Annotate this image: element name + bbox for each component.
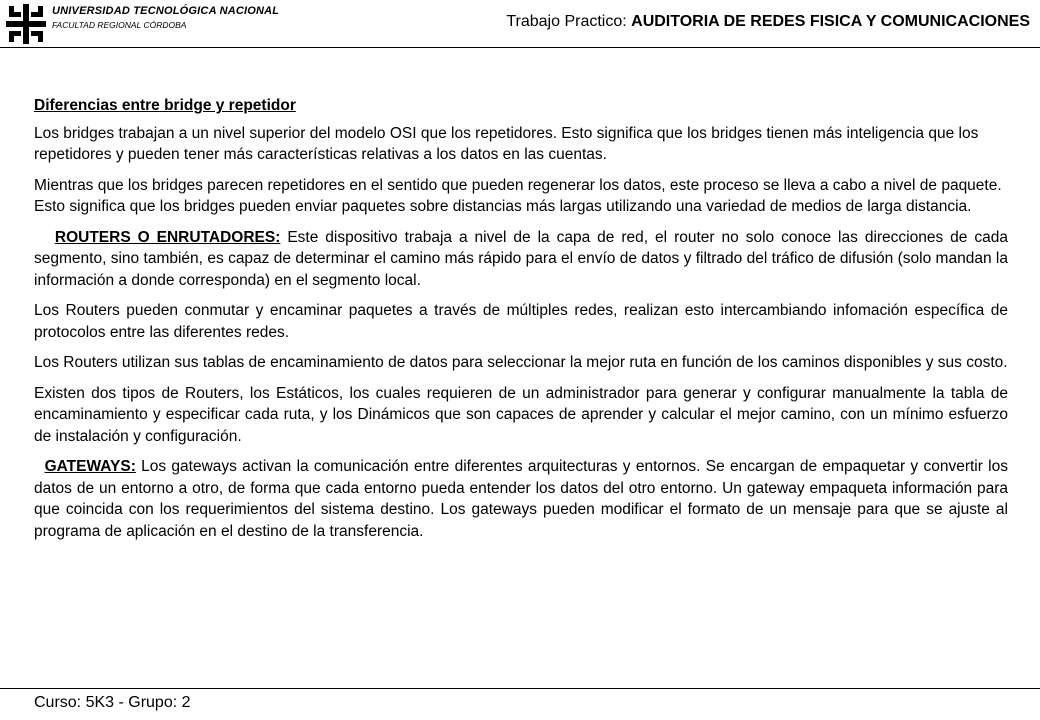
title-main: AUDITORIA DE REDES FISICA Y COMUNICACIONES: [631, 13, 1030, 30]
paragraph-router-types: Existen dos tipos de Routers, los Estáticos, los cuales requieren de un administrador para generar y configurar manualmente la tabla de encaminamiento y especificar cada ruta, y los Dinámicos que son capaces de aprender y calcular el mejor camino, con un mínimo esfuerzo de instalación y configuración.: [34, 384, 1008, 445]
paragraph-gateways: [34, 456, 1008, 542]
university-name: UNIVERSIDAD TECNOLÓGICA NACIONAL: [52, 5, 280, 17]
paragraph-routers: [34, 227, 1008, 292]
title-prefix: Trabajo Practico:: [506, 13, 632, 30]
gateways-text: Los gateways activan la comunicación entre diferentes arquitecturas y entornos. Se encargan de empaquetar y convertir los datos de un entorno a otro, de forma que cada entorno pueda entender los datos del otro entorno. Un gateway empaqueta información para que coincida con los requerimientos del sistema destino. Los gateways pueden modificar el formato de un mensaje para que se ajuste al programa de aplicación en el destino de la transferencia.: [34, 458, 1008, 540]
document-body: [34, 95, 1008, 551]
utn-logo-icon: [6, 4, 46, 44]
page-title: [506, 13, 1030, 31]
gateways-label: GATEWAYS:: [44, 458, 136, 475]
section-heading: Diferencias entre bridge y repetidor: [34, 97, 296, 114]
routers-text: Este dispositivo trabaja a nivel de la capa de red, el router no solo conoce las direcciones de cada segmento, sino también, es capaz de determinar el camino más rápido para el envío de datos y filtrado del tráfico de difusión (solo mandan la información a donde corresponda) en el segmento local.: [34, 228, 1008, 289]
paragraph-routers-tables: Los Routers utilizan sus tablas de encaminamiento de datos para seleccionar la mejor ruta en función de los caminos disponibles y sus costo.: [34, 354, 1008, 371]
faculty-name: FACULTAD REGIONAL CÓRDOBA: [52, 20, 187, 30]
header-divider: [0, 47, 1040, 48]
footer-divider: [0, 688, 1040, 689]
paragraph-bridges-repeaters: Mientras que los bridges parecen repetidores en el sentido que pueden regenerar los datos, este proceso se lleva a cabo a nivel de paquete. Esto significa que los bridges pueden enviar paquetes sobre distancias más largas utilizando una variedad de medios de larga distancia.: [34, 176, 1002, 215]
routers-label: ROUTERS O ENRUTADORES:: [54, 228, 281, 246]
paragraph-routers-switching: Los Routers pueden conmutar y encaminar paquetes a través de múltiples redes, realizan esto intercambiando infomación específica de protocolos entre las diferentes redes.: [34, 302, 1008, 341]
paragraph-bridges-level: Los bridges trabajan a un nivel superior del modelo OSI que los repetidores. Esto significa que los bridges tienen más inteligencia que los repetidores y pueden tener más características relativas a los datos en las cuentas.: [34, 124, 979, 163]
course-info: Curso: 5K3 - Grupo: 2: [34, 694, 191, 711]
